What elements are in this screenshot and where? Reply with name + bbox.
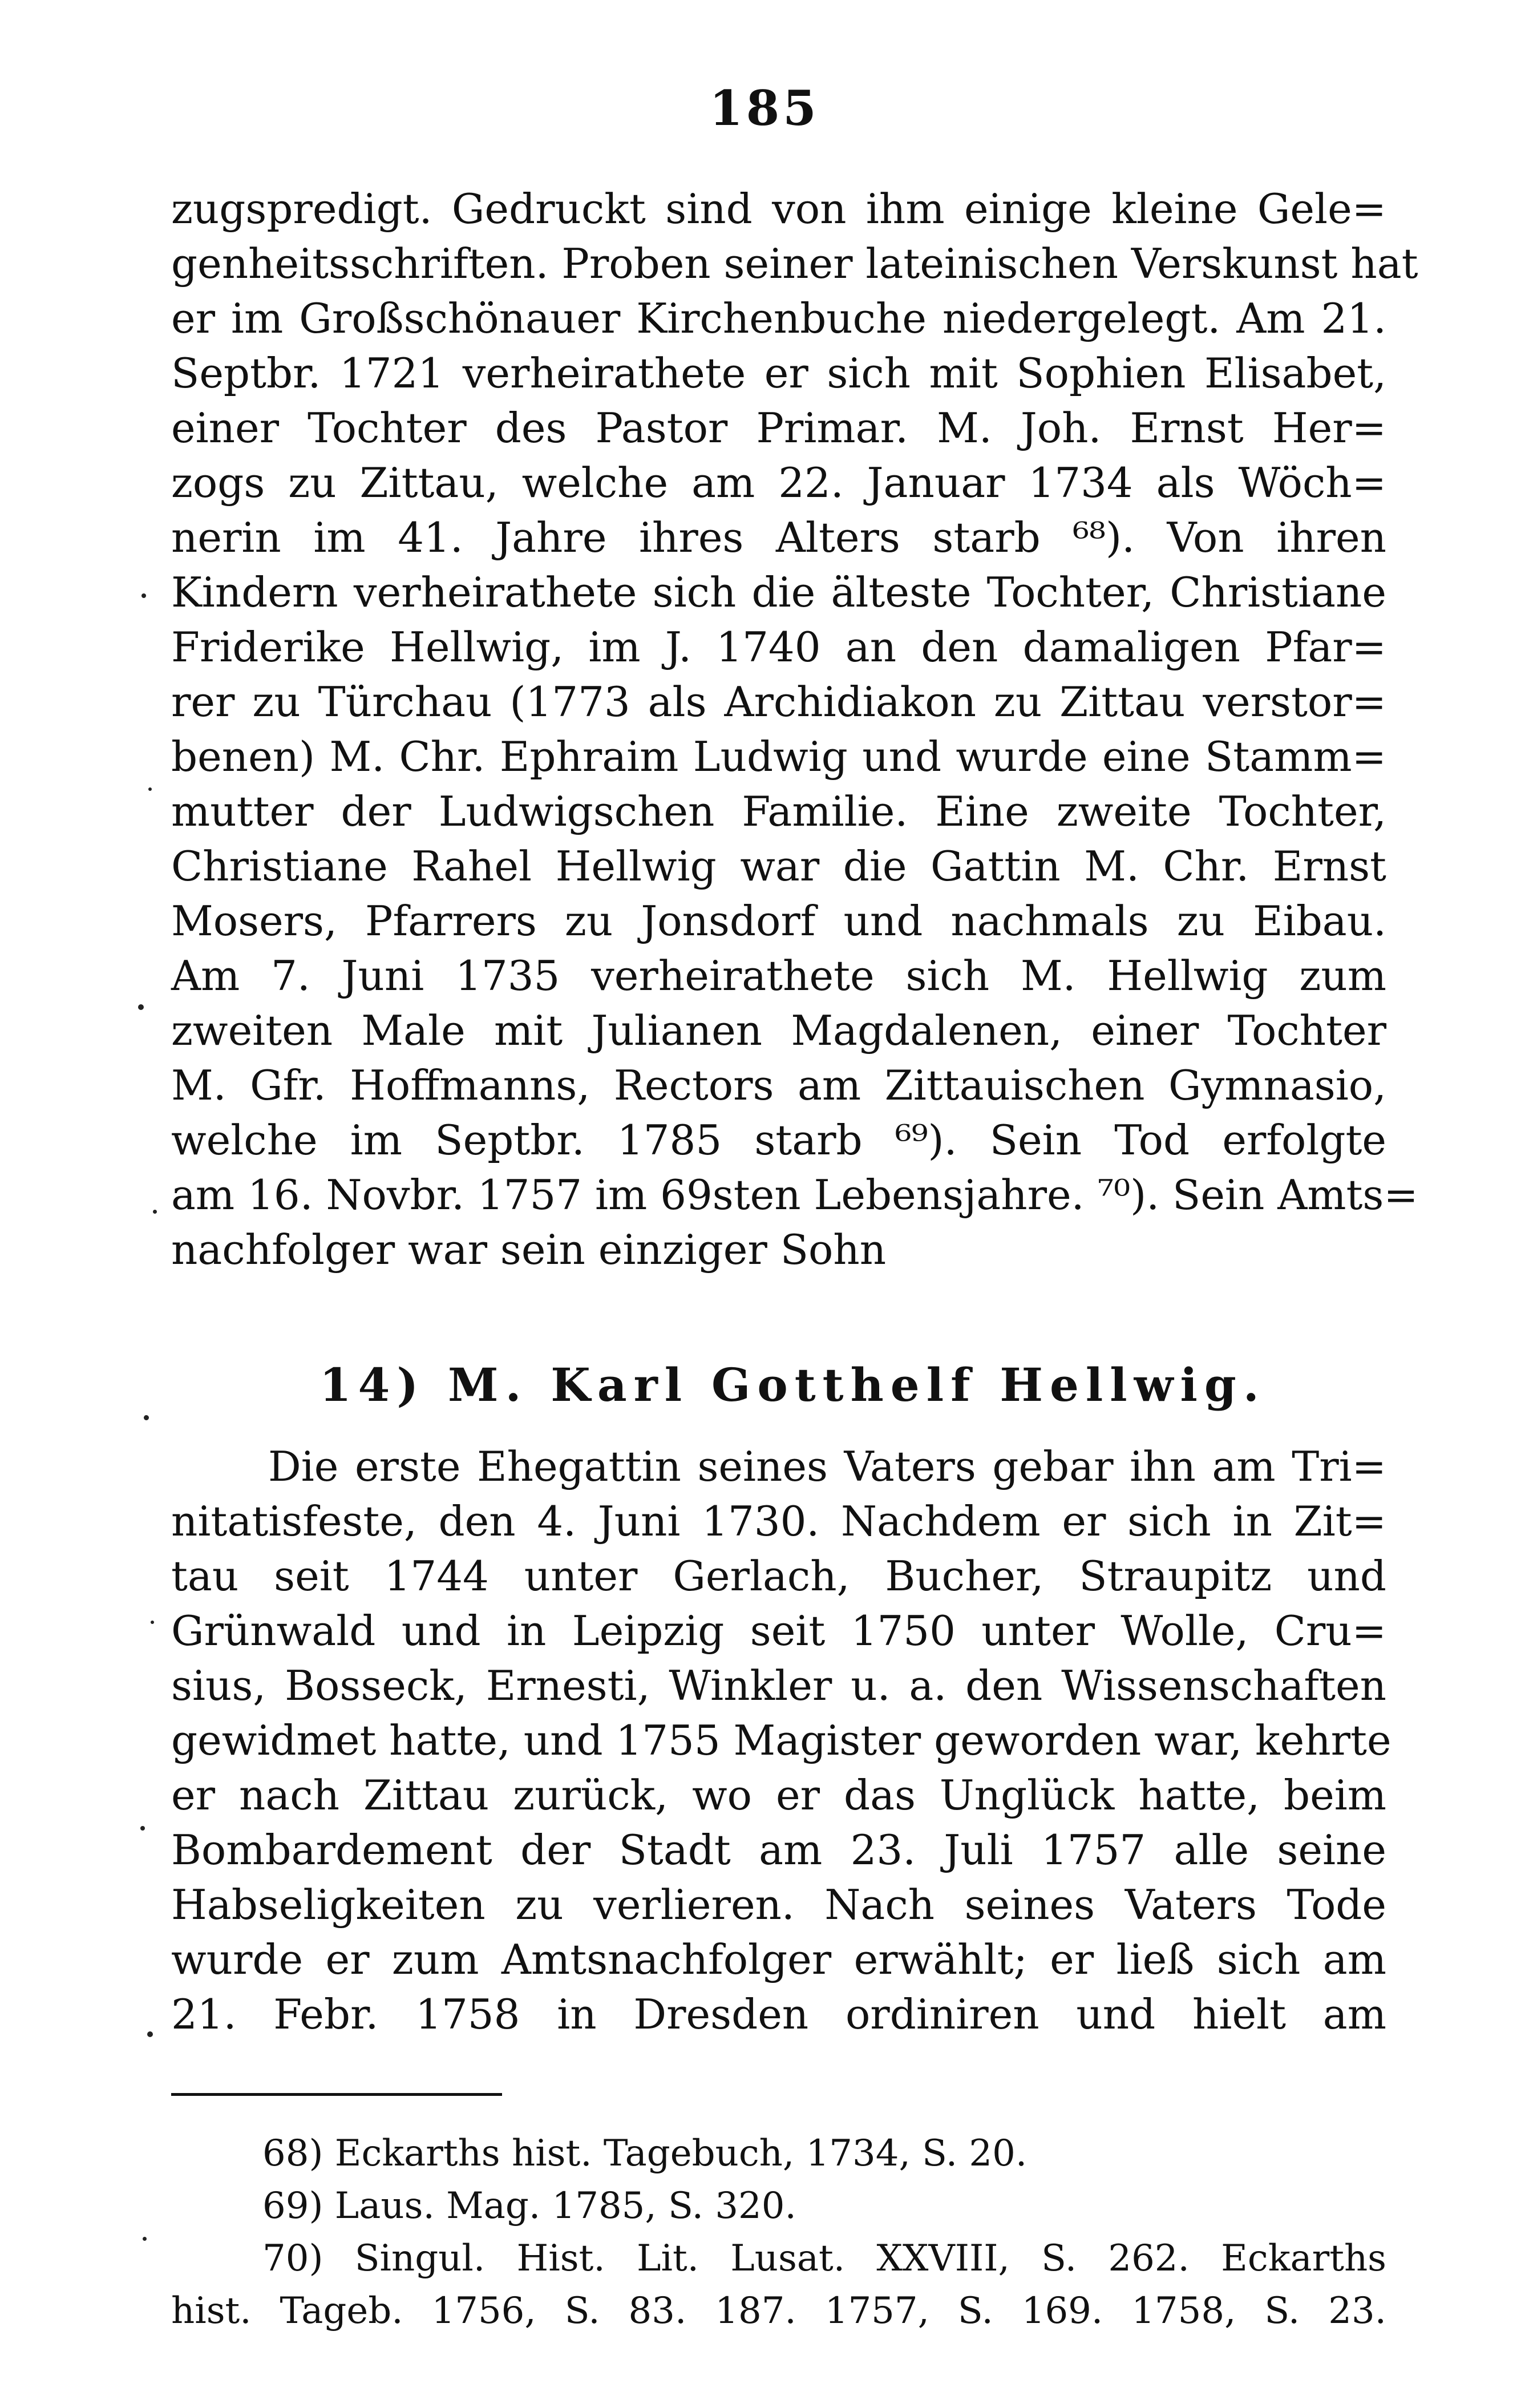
footnote: 70) Singul. Hist. Lit. Lusat. XXVIII, S. 262. Eckarths	[262, 2237, 1386, 2280]
body-line: Bombardement der Stadt am 23. Juli 1757 alle seine	[171, 1826, 1386, 1874]
body-line: Grünwald und in Leipzig seit 1750 unter Wolle, Cru=	[171, 1607, 1386, 1655]
section-heading: 14) M. Karl Gotthelf Hellwig.	[319, 1358, 1266, 1412]
body-line: gewidmet hatte, und 1755 Magister geworden war, kehrte	[171, 1716, 1392, 1764]
body-line: M. Gfr. Hoffmanns, Rectors am Zittauischen Gymnasio,	[171, 1061, 1386, 1109]
body-line: Am 7. Juni 1735 verheirathete sich M. Hellwig zum	[171, 952, 1386, 1000]
body-line: Mosers, Pfarrers zu Jonsdorf und nachmals zu Eibau.	[171, 897, 1386, 945]
body-line: Kindern verheirathete sich die älteste Tochter, Christiane	[171, 568, 1386, 616]
body-line: Habseligkeiten zu verlieren. Nach seines Vaters Tode	[171, 1881, 1386, 1929]
body-line: zugspredigt. Gedruckt sind von ihm einige kleine Gele=	[171, 185, 1386, 233]
body-line: genheitsschriften. Proben seiner lateinischen Verskunst hat	[171, 240, 1418, 288]
footnote: 69) Laus. Mag. 1785, S. 320.	[262, 2185, 796, 2227]
footnote: 68) Eckarths hist. Tagebuch, 1734, S. 20.	[262, 2132, 1028, 2175]
body-line: am 16. Novbr. 1757 im 69sten Lebensjahre. ⁷⁰). Sein Amts=	[171, 1171, 1418, 1219]
page-number: 185	[709, 80, 820, 136]
body-line: nachfolger war sein einziger Sohn	[171, 1226, 887, 1274]
scan-gutter-marks	[136, 571, 170, 2397]
body-line: 21. Febr. 1758 in Dresden ordiniren und hielt am	[171, 1990, 1386, 2038]
footnote-rule	[171, 2093, 502, 2096]
body-line: Friderike Hellwig, im J. 1740 an den damaligen Pfar=	[171, 623, 1386, 671]
footnote-continuation: hist. Tageb. 1756, S. 83. 187. 1757, S. 169. 1758, S. 23.	[171, 2290, 1386, 2332]
body-line: zogs zu Zittau, welche am 22. Januar 1734 als Wöch=	[171, 459, 1386, 507]
body-line: welche im Septbr. 1785 starb ⁶⁹). Sein Tod erfolgte	[171, 1116, 1386, 1164]
body-line: nerin im 41. Jahre ihres Alters starb ⁶⁸). Von ihren	[171, 514, 1386, 561]
body-line: zweiten Male mit Julianen Magdalenen, einer Tochter	[171, 1007, 1386, 1054]
body-line: nitatisfeste, den 4. Juni 1730. Nachdem er sich in Zit=	[171, 1497, 1386, 1545]
body-line: er im Großschönauer Kirchenbuche niedergelegt. Am 21.	[171, 294, 1386, 342]
body-line: er nach Zittau zurück, wo er das Unglück hatte, beim	[171, 1771, 1386, 1819]
body-line: sius, Bosseck, Ernesti, Winkler u. a. den Wissenschaften	[171, 1662, 1386, 1710]
body-line: wurde er zum Amtsnachfolger erwählt; er ließ sich am	[171, 1936, 1386, 1983]
body-line: benen) M. Chr. Ephraim Ludwig und wurde eine Stamm=	[171, 733, 1386, 781]
body-line: einer Tochter des Pastor Primar. M. Joh. Ernst Her=	[171, 404, 1386, 452]
body-line: Die erste Ehegattin seines Vaters gebar ihn am Tri=	[268, 1443, 1386, 1490]
body-line: rer zu Türchau (1773 als Archidiakon zu Zittau verstor=	[171, 678, 1386, 726]
body-line: tau seit 1744 unter Gerlach, Bucher, Straupitz und	[171, 1552, 1386, 1600]
body-line: Christiane Rahel Hellwig war die Gattin M. Chr. Ernst	[171, 842, 1386, 890]
body-line: Septbr. 1721 verheirathete er sich mit Sophien Elisabet,	[171, 349, 1386, 397]
body-line: mutter der Ludwigschen Familie. Eine zweite Tochter,	[171, 787, 1386, 835]
